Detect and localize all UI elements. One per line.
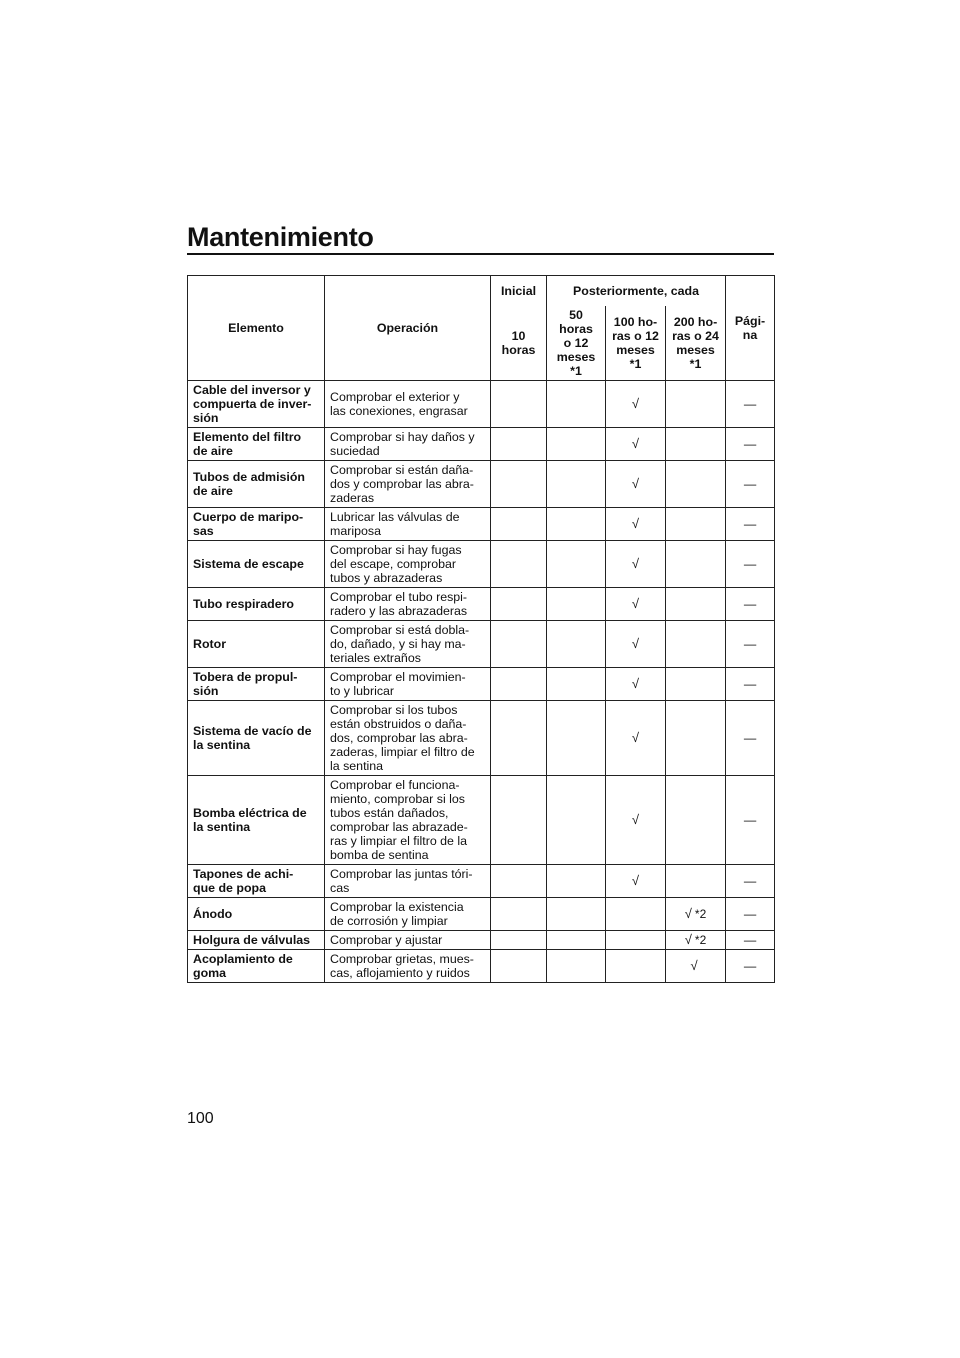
check-mark: √ — [631, 675, 640, 691]
interval-h200-cell — [666, 587, 726, 620]
interval-h100-cell — [606, 540, 666, 587]
table-row — [188, 620, 775, 667]
interval-h200-cell — [666, 864, 726, 897]
operation-cell: Comprobar si están daña- dos y comprobar las abra- zaderas — [325, 460, 491, 507]
interval-h10-cell — [491, 700, 547, 775]
element-cell: Elemento del filtro de aire — [188, 427, 325, 460]
interval-h50-cell — [547, 897, 606, 930]
table-row — [188, 667, 775, 700]
interval-h10-cell — [491, 775, 547, 864]
interval-h200-cell — [666, 540, 726, 587]
table-row — [188, 864, 775, 897]
operation-cell: Comprobar si hay fugas del escape, comprobar tubos y abrazaderas — [325, 540, 491, 587]
interval-h200-cell — [666, 949, 726, 982]
interval-h10-cell — [491, 587, 547, 620]
interval-h100-cell — [606, 897, 666, 930]
interval-h100-cell — [606, 667, 666, 700]
header-50h: 50 horas o 12 meses *1 — [547, 306, 606, 381]
interval-h50-cell — [547, 540, 606, 587]
element-cell: Holgura de válvulas — [188, 930, 325, 949]
element-cell: Acoplamiento de goma — [188, 949, 325, 982]
page-cell: — — [726, 864, 775, 897]
interval-h10-cell — [491, 427, 547, 460]
check-mark: √ — [631, 872, 640, 888]
operation-cell: Comprobar si está dobla- do, dañado, y si hay ma- teriales extraños — [325, 620, 491, 667]
check-mark: √ — [684, 905, 692, 921]
interval-h50-cell — [547, 620, 606, 667]
element-cell: Tobera de propul- sión — [188, 667, 325, 700]
operation-cell: Comprobar si hay daños y suciedad — [325, 427, 491, 460]
interval-h10-cell — [491, 897, 547, 930]
interval-h10-cell — [491, 460, 547, 507]
interval-h200-cell — [666, 700, 726, 775]
interval-h10-cell — [491, 667, 547, 700]
table-row — [188, 540, 775, 587]
header-initial: Inicial — [491, 276, 547, 306]
page-cell: — — [726, 460, 775, 507]
interval-h100-cell — [606, 460, 666, 507]
element-cell: Cuerpo de maripo- sas — [188, 507, 325, 540]
page-cell: — — [726, 380, 775, 427]
table-row — [188, 949, 775, 982]
maintenance-table — [187, 275, 775, 983]
interval-h200-cell — [666, 507, 726, 540]
interval-h50-cell — [547, 427, 606, 460]
interval-h50-cell — [547, 949, 606, 982]
operation-cell: Comprobar si los tubos están obstruidos o daña- dos, comprobar las abra- zaderas, limpiar el filtro de la sentina — [325, 700, 491, 775]
element-cell: Ánodo — [188, 897, 325, 930]
interval-h10-cell — [491, 864, 547, 897]
interval-h50-cell — [547, 700, 606, 775]
check-mark: √ — [631, 811, 640, 827]
interval-h100-cell — [606, 620, 666, 667]
check-mark: √ — [631, 475, 640, 491]
check-mark: √ — [684, 931, 692, 947]
interval-h200-cell — [666, 460, 726, 507]
table-row — [188, 507, 775, 540]
page-cell: — — [726, 620, 775, 667]
interval-h100-cell — [606, 380, 666, 427]
interval-h100-cell — [606, 775, 666, 864]
element-cell: Tubo respiradero — [188, 587, 325, 620]
interval-h100-cell — [606, 507, 666, 540]
interval-h100-cell — [606, 930, 666, 949]
page-title: Mantenimiento — [187, 222, 374, 252]
header-operation: Operación — [325, 276, 491, 381]
interval-h200-cell — [666, 667, 726, 700]
element-cell: Cable del inversor y compuerta de inver- sión — [188, 380, 325, 427]
interval-h200-cell — [666, 775, 726, 864]
page-cell: — — [726, 897, 775, 930]
operation-cell: Comprobar el exterior y las conexiones, engrasar — [325, 380, 491, 427]
interval-h50-cell — [547, 460, 606, 507]
table-row — [188, 380, 775, 427]
interval-h10-cell — [491, 930, 547, 949]
element-cell: Tapones de achi- que de popa — [188, 864, 325, 897]
check-mark: √ — [631, 395, 640, 411]
interval-h10-cell — [491, 540, 547, 587]
page-cell: — — [726, 540, 775, 587]
header-10h: 10 horas — [491, 306, 547, 381]
element-cell: Tubos de admisión de aire — [188, 460, 325, 507]
element-cell: Sistema de vacío de la sentina — [188, 700, 325, 775]
interval-h100-cell — [606, 700, 666, 775]
check-mark: √ — [631, 435, 640, 451]
page-number: 100 — [187, 1110, 214, 1127]
page-cell: — — [726, 930, 775, 949]
table-body — [188, 380, 775, 982]
interval-h50-cell — [547, 930, 606, 949]
table-row — [188, 930, 775, 949]
interval-h10-cell — [491, 380, 547, 427]
check-mark: √ — [690, 957, 698, 973]
check-mark: √ — [631, 515, 640, 531]
interval-h10-cell — [491, 507, 547, 540]
element-cell: Bomba eléctrica de la sentina — [188, 775, 325, 864]
interval-h50-cell — [547, 587, 606, 620]
page-cell: — — [726, 507, 775, 540]
table-row — [188, 427, 775, 460]
table-row — [188, 775, 775, 864]
interval-h100-cell — [606, 864, 666, 897]
check-mark: √ — [631, 555, 640, 571]
header-page: Pági- na — [726, 276, 775, 381]
table-row — [188, 460, 775, 507]
page-cell: — — [726, 700, 775, 775]
operation-cell: Comprobar el funciona- miento, comprobar si los tubos están dañados, comprobar las abrazade- ras y limpiar el filtro de la bomba de sentina — [325, 775, 491, 864]
check-mark: √ — [631, 595, 640, 611]
page-cell: — — [726, 775, 775, 864]
header-subsequent: Posteriormente, cada — [547, 276, 726, 306]
interval-h50-cell — [547, 775, 606, 864]
table-row — [188, 700, 775, 775]
table-row — [188, 587, 775, 620]
operation-cell: Comprobar el tubo respi- radero y las abrazaderas — [325, 587, 491, 620]
footnote-ref: *2 — [694, 932, 707, 947]
interval-h100-cell — [606, 949, 666, 982]
operation-cell: Lubricar las válvulas de mariposa — [325, 507, 491, 540]
element-cell: Rotor — [188, 620, 325, 667]
interval-h50-cell — [547, 667, 606, 700]
interval-h200-cell — [666, 620, 726, 667]
interval-h200-cell — [666, 930, 726, 949]
operation-cell: Comprobar grietas, mues- cas, aflojamiento y ruidos — [325, 949, 491, 982]
operation-cell: Comprobar la existencia de corrosión y limpiar — [325, 897, 491, 930]
interval-h200-cell — [666, 427, 726, 460]
interval-h200-cell — [666, 380, 726, 427]
operation-cell: Comprobar y ajustar — [325, 930, 491, 949]
interval-h50-cell — [547, 864, 606, 897]
title-rule — [187, 253, 774, 255]
page-cell: — — [726, 949, 775, 982]
interval-h50-cell — [547, 380, 606, 427]
interval-h100-cell — [606, 587, 666, 620]
table-row — [188, 897, 775, 930]
check-mark: √ — [631, 729, 640, 745]
interval-h100-cell — [606, 427, 666, 460]
header-element: Elemento — [188, 276, 325, 381]
page-cell: — — [726, 587, 775, 620]
interval-h10-cell — [491, 620, 547, 667]
interval-h10-cell — [491, 949, 547, 982]
operation-cell: Comprobar el movimien- to y lubricar — [325, 667, 491, 700]
page-cell: — — [726, 667, 775, 700]
interval-h50-cell — [547, 507, 606, 540]
header-100h: 100 ho- ras o 12 meses *1 — [606, 306, 666, 381]
operation-cell: Comprobar las juntas tóri- cas — [325, 864, 491, 897]
header-200h: 200 ho- ras o 24 meses *1 — [666, 306, 726, 381]
check-mark: √ — [631, 635, 640, 651]
interval-h200-cell — [666, 897, 726, 930]
element-cell: Sistema de escape — [188, 540, 325, 587]
page-cell: — — [726, 427, 775, 460]
footnote-ref: *2 — [694, 906, 707, 921]
